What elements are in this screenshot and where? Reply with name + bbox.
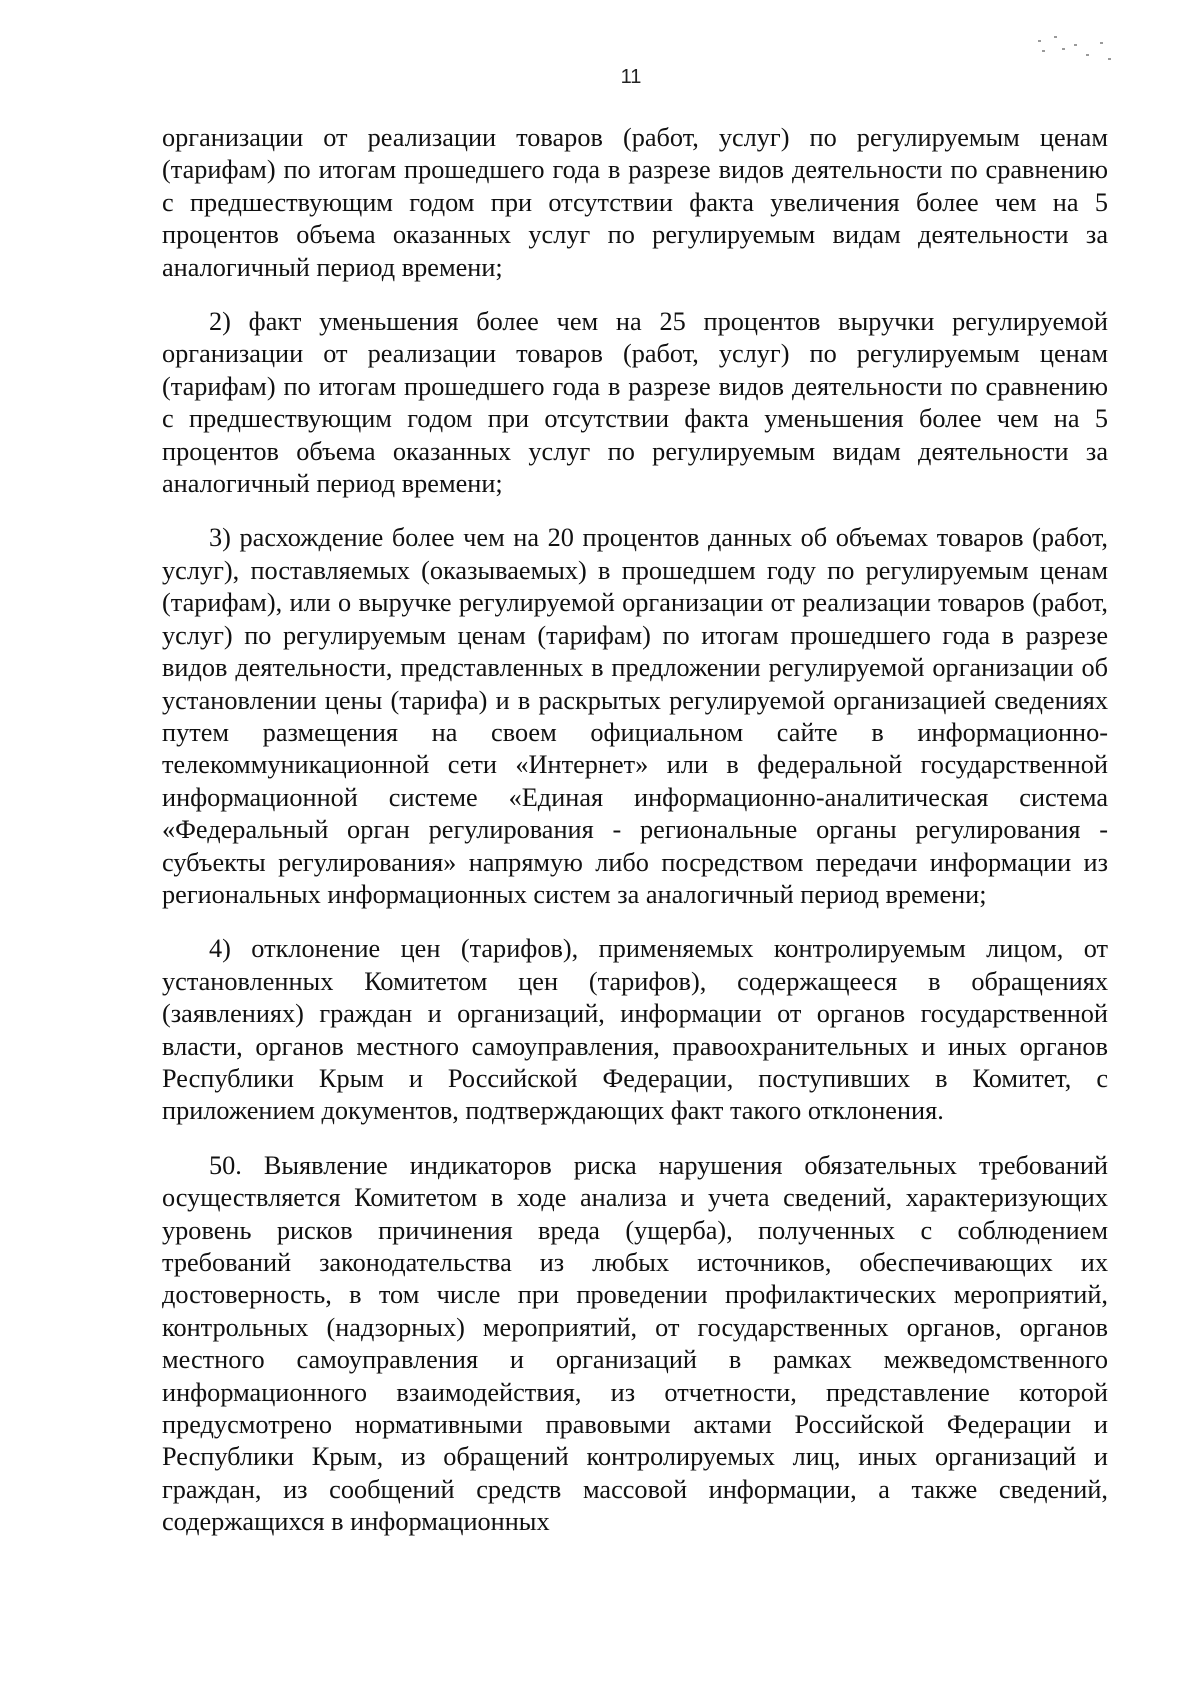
paragraph-clause-50: 50. Выявление индикаторов риска нарушения обязательных требований осуществляется Комитетом в ходе анализа и учета сведений, характеризующих уровень рисков причинения вреда (ущерба), полученных с соблюдением требований законодательства из любых источников, обеспечивающих их достоверность, в том числе при проведении профилактических мероприятий, контрольных (надзорных) мероприятий, от государственных органов, органов местного самоуправления и организаций в рамках межведомственного информационного взаимодействия, из отчетности, представление которой предусмотрено нормативными правовыми актами Российской Федерации и Республики Крым, из обращений контролируемых лиц, иных организаций и граждан, из сообщений средств массовой информации, а также сведений, содержащихся в информационных [162, 1150, 1108, 1537]
page-number: 11 [620, 66, 642, 88]
paragraph-item-3: 3) расхождение более чем на 20 процентов данных об объемах товаров (работ, услуг), поставляемых (оказываемых) в прошедшем году по регулируемым ценам (тарифам), или о выручке регулируемой организации от реализации товаров (работ, услуг) по регулируемым ценам (тарифам) по итогам прошедшего года в разрезе видов деятельности, представленных в предложении регулируемой организации об установлении цены (тарифа) и в раскрытых регулируемой организацией сведениях путем размещения на своем официальном сайте в информационно-телекоммуникационной сети «Интернет» или в федеральной государственной информационной системе «Единая информационно-аналитическая система «Федеральный орган регулирования - региональные органы регулирования - субъекты регулирования» напрямую либо посредством передачи информации из региональных информационных систем за аналогичный период времени; [162, 523, 1108, 909]
paragraph-continuation: организации от реализации товаров (работ, услуг) по регулируемым ценам (тарифам) по итогам прошедшего года в разрезе видов деятельности по сравнению с предшествующим годом при отсутствии факта увеличения более чем на 5 процентов объема оказанных услуг по регулируемым видам деятельности за аналогичный период времени; [162, 123, 1108, 282]
paragraph-item-2: 2) факт уменьшения более чем на 25 процентов выручки регулируемой организации от реализации товаров (работ, услуг) по регулируемым ценам (тарифам) по итогам прошедшего года в разрезе видов деятельности по сравнению с предшествующим годом при отсутствии факта уменьшения более чем на 5 процентов объема оказанных услуг по регулируемым видам деятельности за аналогичный период времени; [162, 307, 1108, 499]
paragraph-item-4: 4) отклонение цен (тарифов), применяемых контролируемым лицом, от установленных Комитетом цен (тарифов), содержащееся в обращениях (заявлениях) граждан и организаций, информации от органов государственной власти, органов местного самоуправления, правоохранительных и иных органов Республики Крым и Российской Федерации, поступивших в Комитет, с приложением документов, подтверждающих факт такого отклонения. [162, 934, 1108, 1126]
document-body [162, 122, 1108, 1539]
